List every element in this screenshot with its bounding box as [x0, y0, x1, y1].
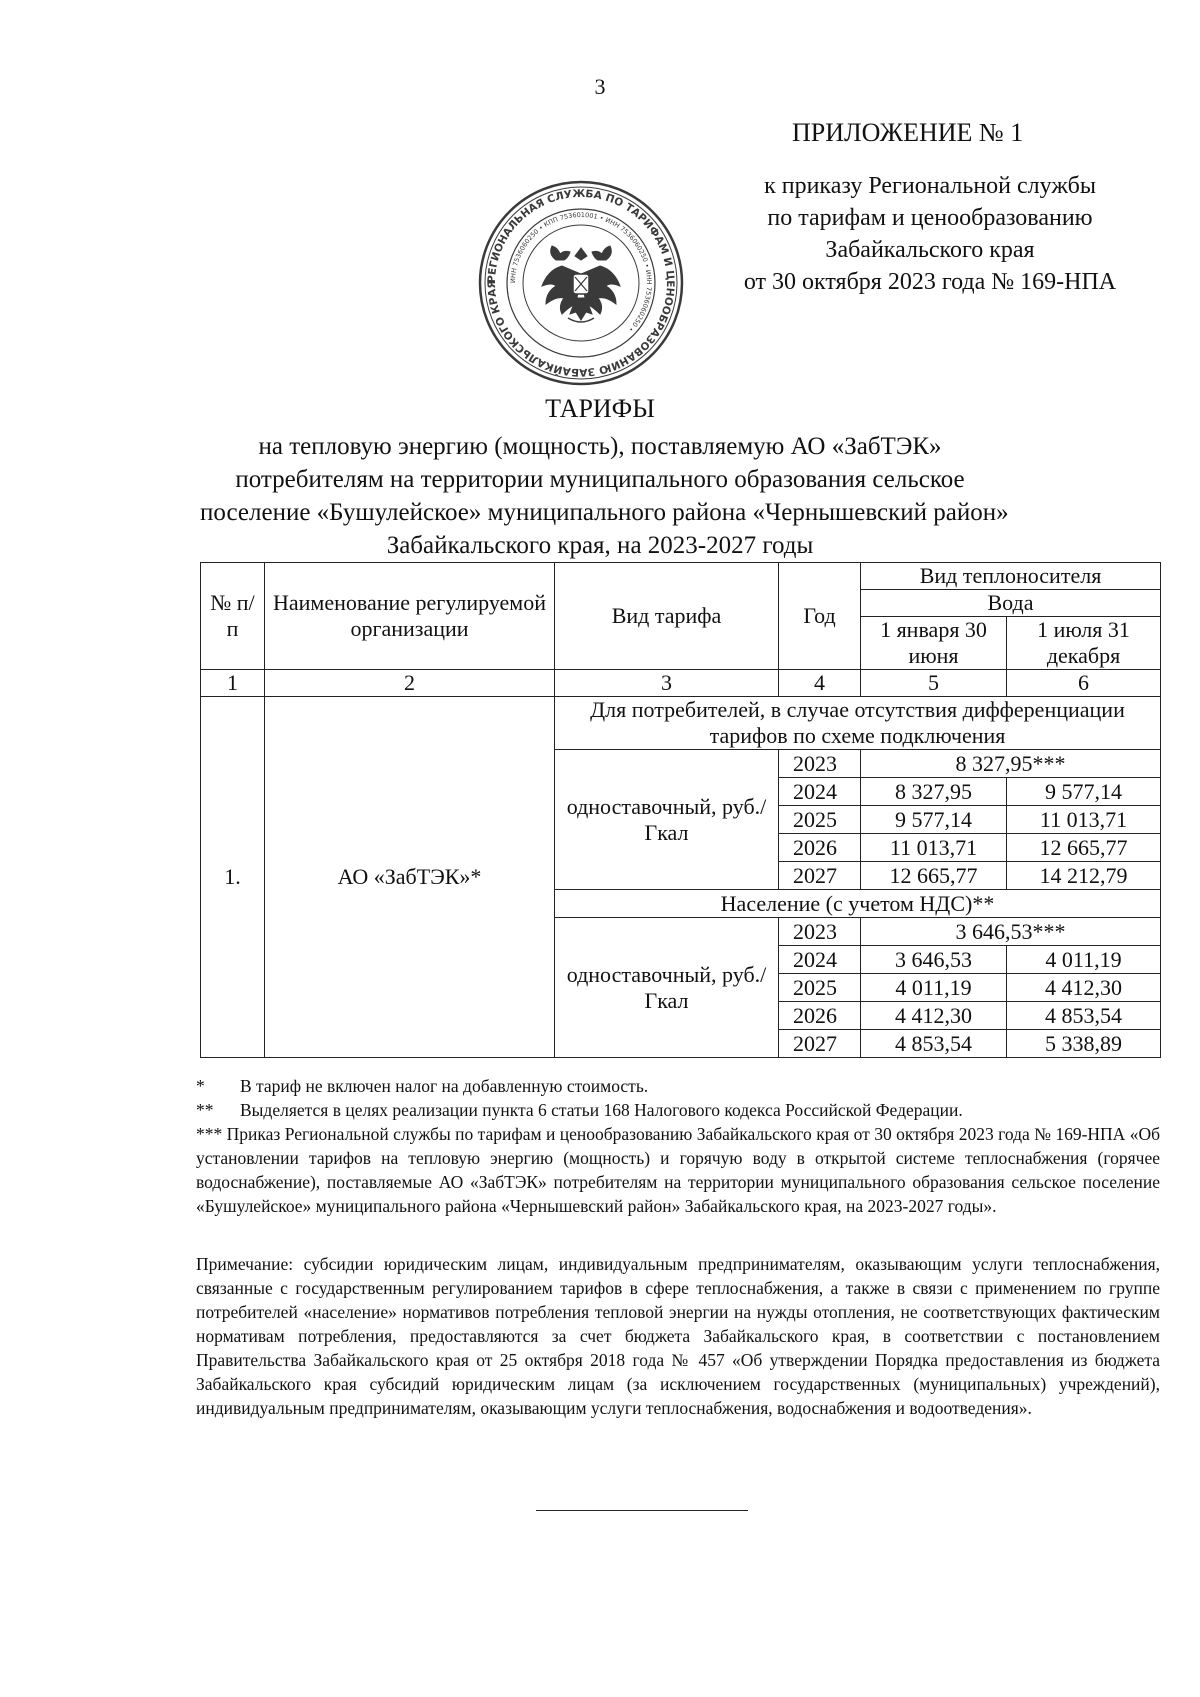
- footnote-text: Выделяется в целях реализации пункта 6 статьи 168 Налогового кодекса Российской Федерации.: [240, 1100, 963, 1120]
- order-reference-line: по тарифам и ценообразованию: [767, 205, 1093, 231]
- header-tariff-type: Вид тарифа: [555, 563, 779, 670]
- header-num: № п/п: [201, 563, 265, 670]
- subtitle-line: потребителям на территории муниципального образования сельское: [235, 466, 965, 493]
- year-cell: 2025: [779, 806, 861, 834]
- order-reference-line: Забайкальского края: [825, 237, 1035, 263]
- footnote-mark: ***: [196, 1124, 223, 1144]
- tariff-value: 9 577,14: [861, 806, 1007, 834]
- footnote: [196, 1098, 1160, 1122]
- footnote-mark: **: [196, 1100, 214, 1120]
- tariff-value: 9 577,14: [1007, 778, 1161, 806]
- year-cell: 2026: [779, 1002, 861, 1030]
- organization-name: АО «ЗабТЭК»*: [265, 697, 555, 1058]
- column-number: 6: [1007, 670, 1161, 697]
- row-number: 1.: [201, 697, 265, 1058]
- official-seal: [476, 178, 686, 393]
- header-period-1: 1 января 30 июня: [861, 617, 1007, 670]
- tariff-table: [200, 562, 1161, 1058]
- year-cell: 2025: [779, 974, 861, 1002]
- tariff-value: 4 011,19: [861, 974, 1007, 1002]
- year-cell: 2024: [779, 946, 861, 974]
- header-organization: Наименование регулируемой организации: [265, 563, 555, 670]
- header-period-2: 1 июля 31 декабря: [1007, 617, 1161, 670]
- tariff-type-label: одноставочный, руб./Гкал: [555, 750, 779, 890]
- tariff-value: 4 412,30: [1007, 974, 1161, 1002]
- tariff-value: 4 853,54: [1007, 1002, 1161, 1030]
- document-title: ТАРИФЫ: [545, 394, 655, 423]
- order-reference-line: к приказу Региональной службы: [764, 173, 1096, 199]
- footnote: [196, 1074, 1160, 1098]
- tariff-value: 11 013,71: [861, 834, 1007, 862]
- tariff-value: 4 011,19: [1007, 946, 1161, 974]
- tariff-value: 3 646,53***: [861, 918, 1161, 946]
- header-year: Год: [779, 563, 861, 670]
- header-water: Вода: [861, 590, 1161, 617]
- tariff-value: 14 212,79: [1007, 862, 1161, 890]
- header-heat-carrier: Вид теплоносителя: [861, 563, 1161, 590]
- year-cell: 2023: [779, 918, 861, 946]
- seal-stamp-icon: [476, 178, 686, 388]
- column-number: 1: [201, 670, 265, 697]
- column-number: 3: [555, 670, 779, 697]
- column-number: 5: [861, 670, 1007, 697]
- order-reference: [700, 170, 1160, 298]
- note-paragraph: Примечание: субсидии юридическим лицам, индивидуальным предпринимателям, оказывающим услуги теплоснабжения, связанные с государственным регулированием тарифов в сфере теплоснабжения, а также в связи с применением по группе потребителей «население» нормативов потребления тепловой энергии на нужды отопления, не соответствующих фактическим нормативам потребления, предоставляются за счет бюджета Забайкальского края, в соответствии с постановлением Правительства Забайкальского края от 25 октября 2018 года № 457 «Об утверждении Порядка предоставления из бюджета Забайкальского края субсидий юридическим лицам (за исключением государственных (муниципальных) учреждений), индивидуальным предпринимателям, оказывающим услуги теплоснабжения, водоснабжения и водоотведения».: [196, 1254, 1160, 1418]
- tariff-value: 12 665,77: [861, 862, 1007, 890]
- tariff-value: 4 853,54: [861, 1030, 1007, 1058]
- double-headed-eagle-emblem: [542, 246, 620, 322]
- tariff-value: 8 327,95: [861, 778, 1007, 806]
- year-cell: 2027: [779, 862, 861, 890]
- footnote-text: Приказ Региональной службы по тарифам и ценообразованию Забайкальского края от 30 октября 2023 года № 169-НПА «Об установлении тарифов на тепловую энергию (мощность) и горячую воду в открытой системе теплоснабжения (горячее водоснабжение), поставляемые АО «ЗабТЭК» потребителям на территории муниципального образования сельское поселение «Бушулейское» муниципального района «Чернышевский район» Забайкальского края, на 2023-2027 годы».: [196, 1124, 1161, 1216]
- appendix-title: ПРИЛОЖЕНИЕ № 1: [792, 118, 1024, 147]
- footnote-mark: *: [196, 1076, 205, 1096]
- seal-inner-text: ИНН 7536060250 • КПП 753601001 • ИНН 7536060250 • ИНН 7536060250 •: [508, 210, 654, 334]
- subtitle-line: Забайкальского края, на 2023-2027 годы: [386, 532, 814, 559]
- subtitle-line: поселение «Бушулейское» муниципального района «Чернышевский район»: [200, 499, 1009, 526]
- document-subtitle: [200, 430, 1009, 562]
- tariff-value: 12 665,77: [1007, 834, 1161, 862]
- page-number: 3: [594, 74, 606, 99]
- order-reference-line: от 30 октября 2023 года № 169-НПА: [743, 269, 1117, 295]
- tariff-value: 3 646,53: [861, 946, 1007, 974]
- tariff-type-label: одноставочный, руб./Гкал: [555, 918, 779, 1058]
- footnote-text: В тариф не включен налог на добавленную стоимость.: [240, 1076, 649, 1096]
- tariff-value: 11 013,71: [1007, 806, 1161, 834]
- closing-divider: [536, 1510, 748, 1511]
- footnote: [196, 1122, 1160, 1218]
- tariff-value: 4 412,30: [861, 1002, 1007, 1030]
- year-cell: 2027: [779, 1030, 861, 1058]
- year-cell: 2024: [779, 778, 861, 806]
- year-cell: 2023: [779, 750, 861, 778]
- subtitle-line: на тепловую энергию (мощность), поставляемую АО «ЗабТЭК»: [258, 433, 942, 460]
- column-number: 2: [265, 670, 555, 697]
- tariff-value: 5 338,89: [1007, 1030, 1161, 1058]
- seal-outer-text: РЕГИОНАЛЬНАЯ СЛУЖБА ПО ТАРИФАМ И ЦЕНООБРАЗОВАНИЮ ЗАБАЙКАЛЬСКОГО КРАЯ: [485, 187, 677, 379]
- column-number: 4: [779, 670, 861, 697]
- group-title: Население (с учетом НДС)**: [555, 890, 1161, 918]
- tariff-value: 8 327,95***: [861, 750, 1161, 778]
- year-cell: 2026: [779, 834, 861, 862]
- group-title: Для потребителей, в случае отсутствия дифференциации тарифов по схеме подключения: [555, 697, 1161, 750]
